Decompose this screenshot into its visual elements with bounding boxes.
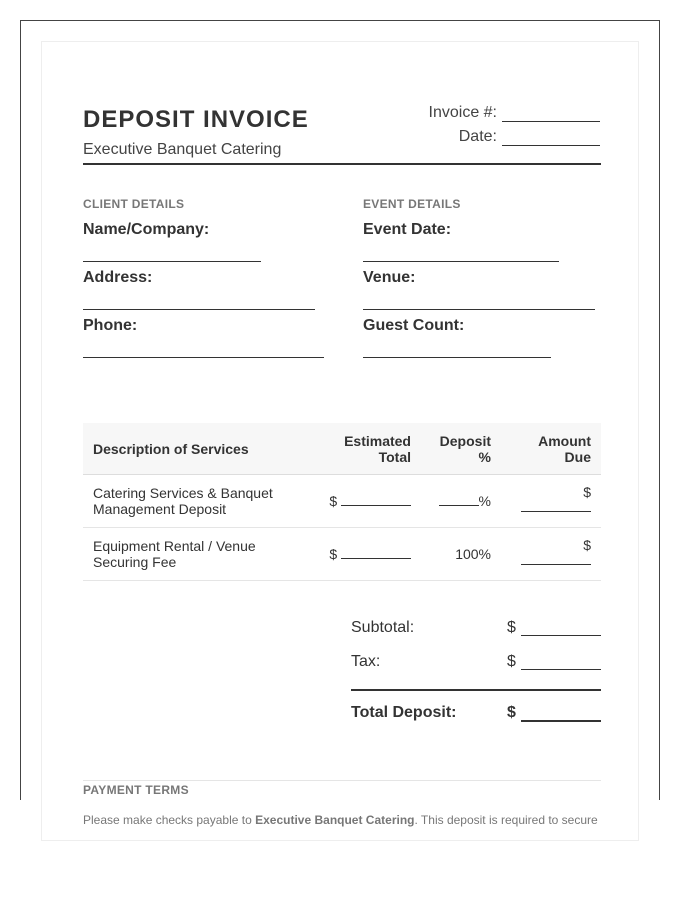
invoice-date-field[interactable]: [459, 128, 600, 146]
deposit-percent-line: [439, 493, 479, 506]
dollar-sign: $: [329, 493, 338, 509]
invoice-date-label: Date:: [458, 128, 497, 145]
percent-sign: %: [478, 493, 491, 509]
header-deposit-percent: Deposit %: [421, 423, 501, 475]
dollar-sign: $: [583, 484, 591, 500]
invoice-number-line: [502, 107, 600, 122]
client-phone-line[interactable]: [83, 357, 324, 358]
row-amount-due[interactable]: [501, 475, 601, 528]
dollar-sign: $: [583, 537, 591, 553]
client-address-label: Address:: [83, 269, 153, 286]
row-amount-due[interactable]: [501, 528, 601, 581]
terms-text-end: . This deposit is required to secure: [414, 813, 598, 827]
client-address-line[interactable]: [83, 309, 315, 310]
tax-line[interactable]: [521, 669, 601, 670]
table-row: [83, 475, 601, 528]
total-deposit-label: Total Deposit:: [351, 704, 457, 721]
client-section-label: CLIENT DETAILS: [83, 197, 185, 211]
row-description: Equipment Rental / Venue Securing Fee: [83, 528, 311, 581]
header-divider: [83, 163, 601, 165]
subtotal-label: Subtotal:: [351, 619, 415, 636]
amount-due-line: [521, 511, 591, 512]
row-estimated-total[interactable]: [311, 528, 421, 581]
estimated-total-line: [341, 493, 411, 506]
row-deposit-percent: 100%: [421, 528, 501, 581]
event-venue-label: Venue:: [363, 269, 416, 286]
invoice-sheet: [41, 41, 639, 841]
terms-text-start: Please make checks payable to: [83, 813, 256, 827]
payment-terms-label: PAYMENT TERMS: [83, 783, 189, 797]
total-deposit-line[interactable]: [521, 720, 601, 722]
invoice-title: DEPOSIT INVOICE: [83, 106, 309, 133]
tax-label: Tax:: [351, 653, 381, 670]
dollar-sign: $: [329, 546, 338, 562]
totals-divider: [351, 689, 601, 691]
guest-count-line[interactable]: [363, 357, 551, 358]
page-frame: [20, 20, 660, 827]
estimated-total-line: [341, 546, 411, 559]
invoice-number-field[interactable]: [429, 104, 600, 122]
invoice-date-line: [502, 131, 600, 146]
subtotal-currency: $: [507, 619, 516, 636]
header-estimated-total: Estimated Total: [311, 423, 421, 475]
amount-due-line: [521, 564, 591, 565]
terms-payee: Executive Banquet Catering: [255, 813, 415, 827]
header-amount-due: Amount Due: [501, 423, 601, 475]
guest-count-label: Guest Count:: [363, 317, 465, 334]
client-phone-label: Phone:: [83, 317, 138, 334]
tax-currency: $: [507, 653, 516, 670]
table-row: [83, 528, 601, 581]
payment-terms-text: [83, 813, 613, 827]
row-estimated-total[interactable]: [311, 475, 421, 528]
table-header-row: [83, 423, 601, 475]
event-venue-line[interactable]: [363, 309, 595, 310]
event-date-line[interactable]: [363, 261, 559, 262]
client-name-label: Name/Company:: [83, 221, 210, 238]
event-date-label: Event Date:: [363, 221, 452, 238]
row-description: Catering Services & Banquet Management Deposit: [83, 475, 311, 528]
row-deposit-percent[interactable]: [421, 475, 501, 528]
services-table: [83, 423, 601, 581]
terms-divider: [83, 780, 601, 781]
header-description: Description of Services: [83, 423, 311, 475]
client-name-line[interactable]: [83, 261, 261, 262]
total-deposit-currency: $: [507, 704, 516, 721]
subtotal-line[interactable]: [521, 635, 601, 636]
company-name: Executive Banquet Catering: [83, 141, 282, 158]
invoice-number-label: Invoice #:: [428, 104, 497, 121]
event-section-label: EVENT DETAILS: [363, 197, 461, 211]
